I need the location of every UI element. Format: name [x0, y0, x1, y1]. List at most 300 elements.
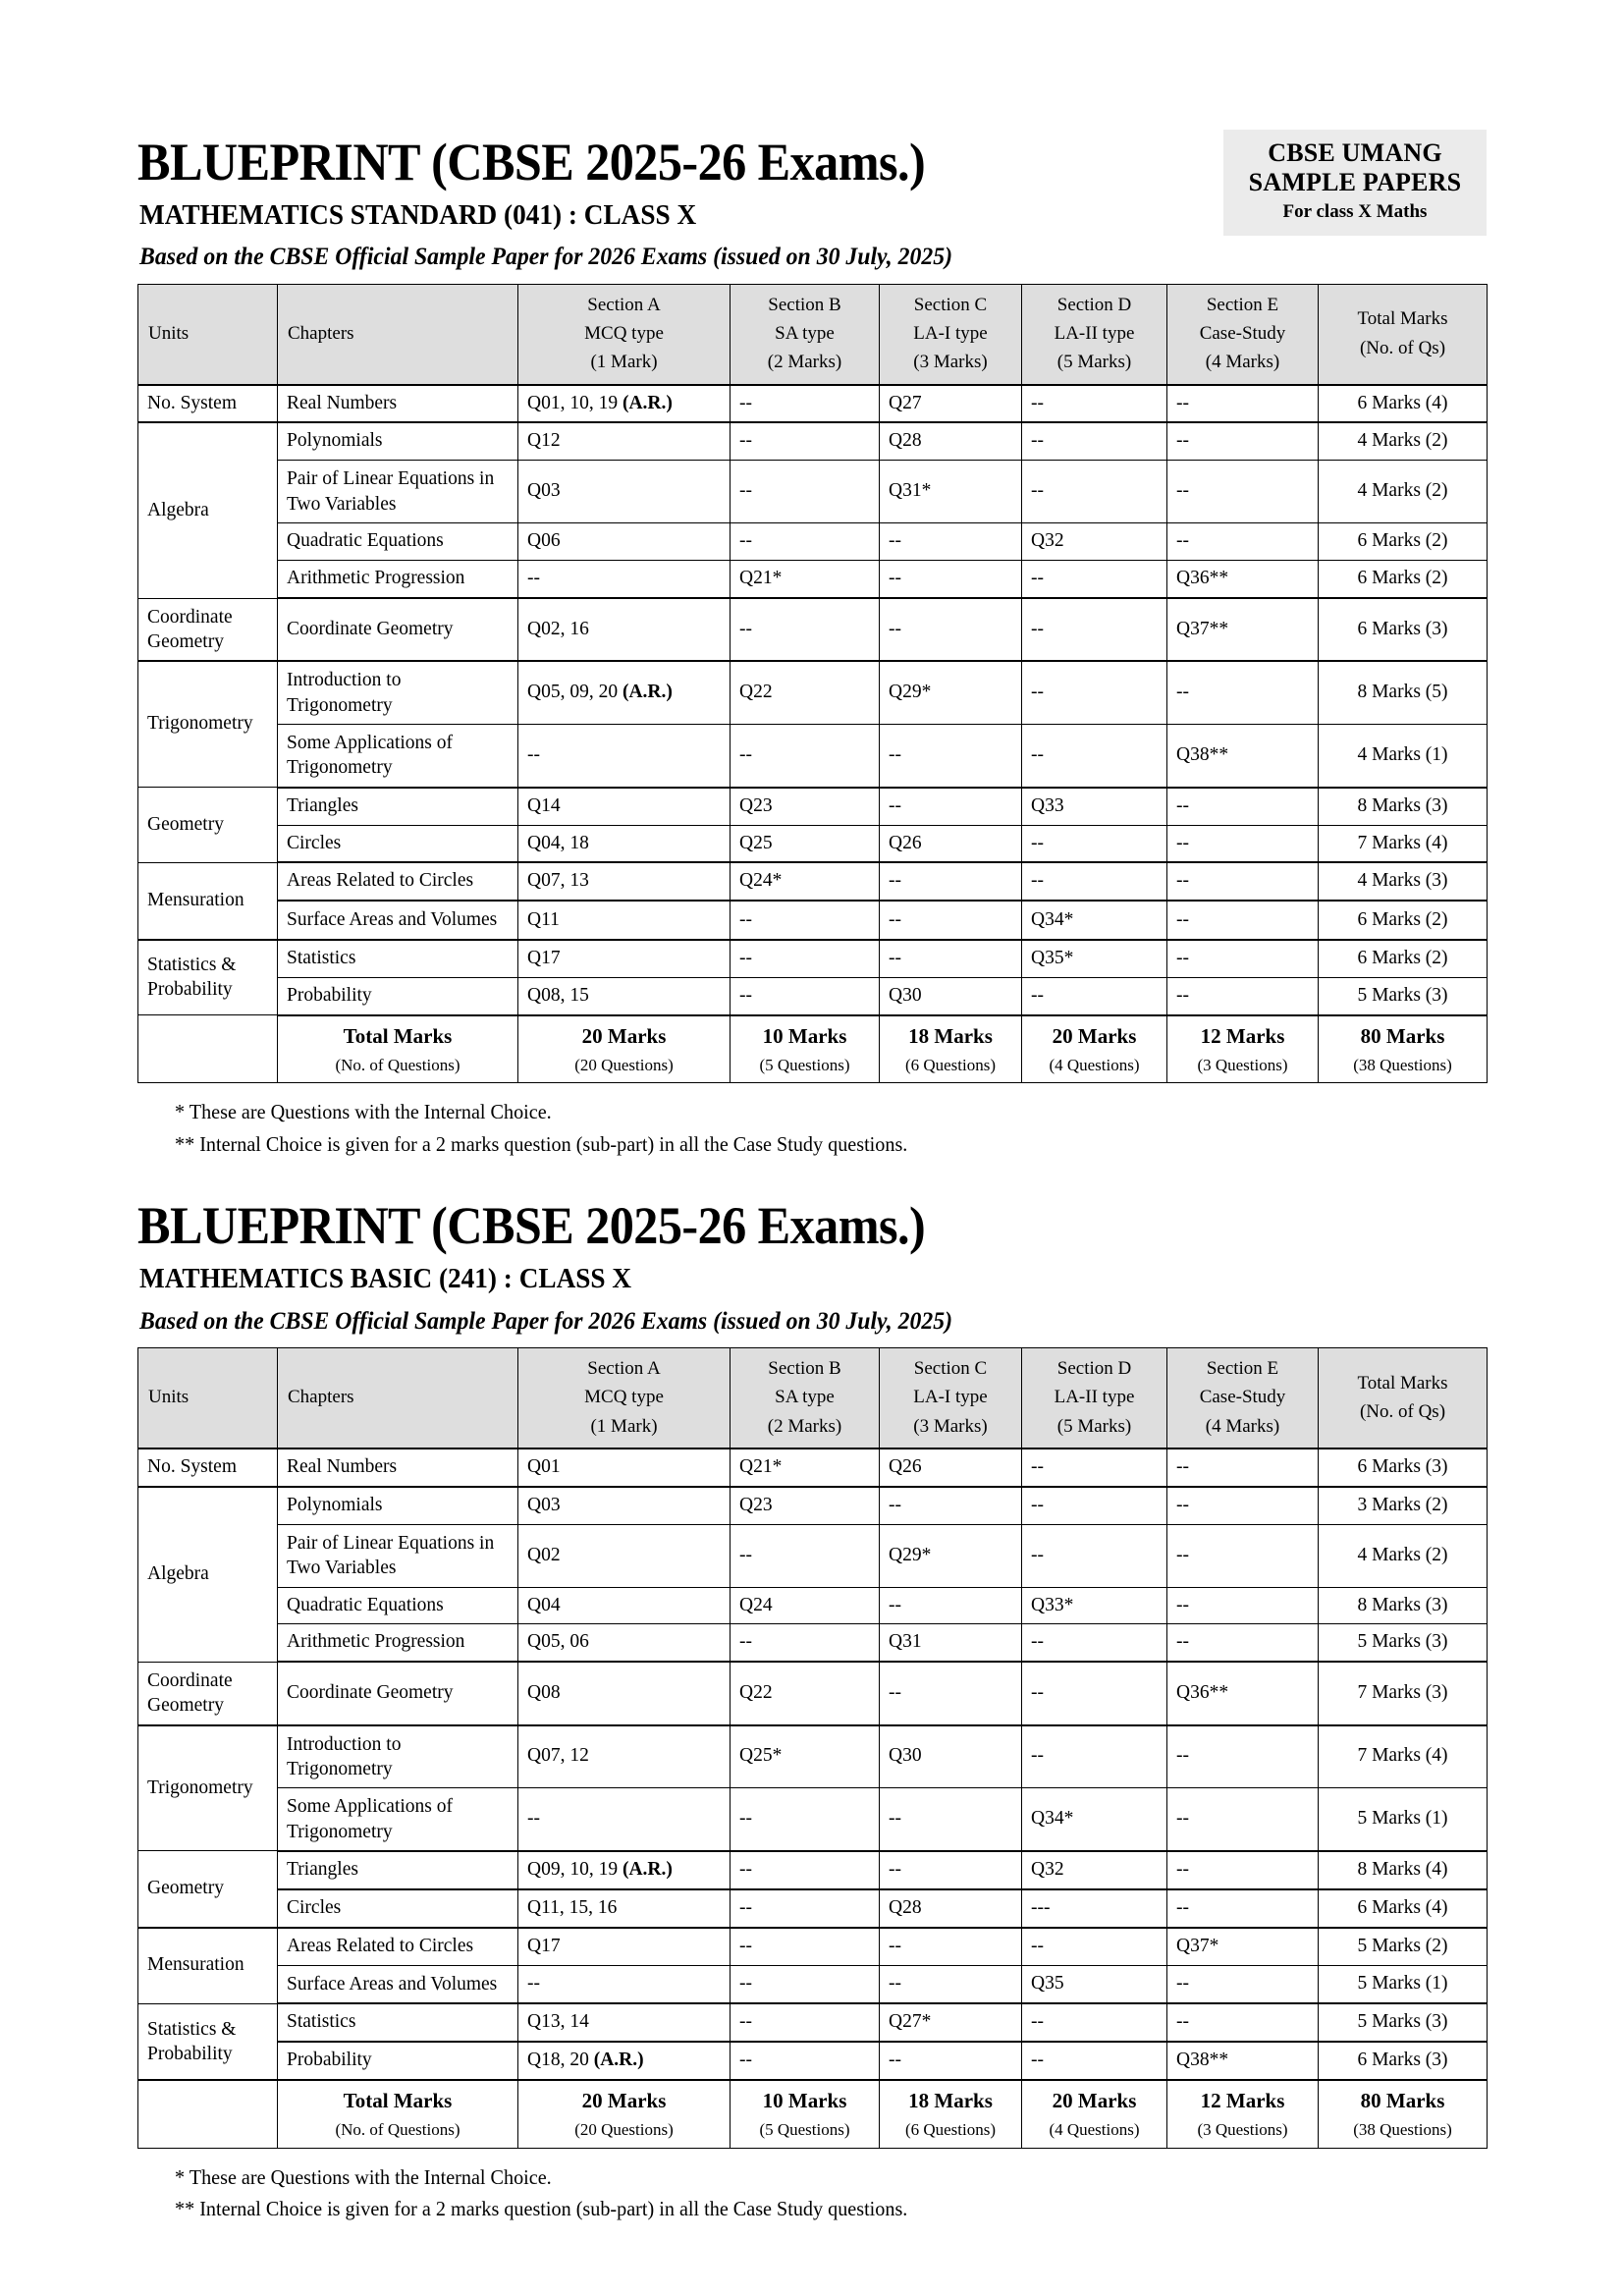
- badge-line-1: CBSE UMANG: [1268, 138, 1442, 167]
- section-c-type-2: LA-I type: [913, 1387, 988, 1408]
- cell-section-b: --: [731, 940, 880, 977]
- cell-total-marks: 7 Marks (3): [1319, 1662, 1488, 1724]
- cell-chapter: Some Applications of Trigonometry: [278, 724, 518, 787]
- cell-section-d: --: [1022, 461, 1167, 523]
- cell-section-a: Q13, 14: [518, 2003, 731, 2042]
- cell-section-e: Q36**: [1167, 1662, 1319, 1724]
- cell-chapter: Triangles: [278, 788, 518, 825]
- cell-chapter: Polynomials: [278, 1487, 518, 1524]
- section-e-type-2: Case-Study: [1199, 1387, 1286, 1408]
- total-section-d: 20 Marks (4 Questions): [1022, 2080, 1167, 2148]
- cell-section-b: Q25: [731, 825, 880, 862]
- total-col-sub-2: (No. of Qs): [1359, 1400, 1446, 1422]
- cell-section-c: --: [880, 1662, 1022, 1724]
- section-b-marks-2: (2 Marks): [767, 1415, 842, 1437]
- table-row: [138, 825, 1488, 862]
- cell-section-c: Q28: [880, 422, 1022, 460]
- cell-section-c: --: [880, 1851, 1022, 1889]
- question-count: (2): [1425, 568, 1448, 589]
- cell-section-e: --: [1167, 385, 1319, 423]
- cell-chapter: Statistics: [278, 940, 518, 977]
- cell-chapter: Surface Areas and Volumes: [278, 901, 518, 939]
- cell-unit: Trigonometry: [138, 1725, 278, 1851]
- cell-section-d: --: [1022, 661, 1167, 724]
- section-a-marks: (1 Mark): [590, 352, 658, 373]
- cell-section-d: --: [1022, 825, 1167, 862]
- cell-total-marks: 5 Marks (1): [1319, 1788, 1488, 1851]
- table-row: [138, 724, 1488, 787]
- col-header-section-d-2: [1022, 1347, 1167, 1448]
- cell-section-d: --: [1022, 1662, 1167, 1724]
- question-count: (3): [1425, 870, 1448, 892]
- cell-unit: Coordinate Geometry: [138, 598, 278, 661]
- cell-total-marks: 5 Marks (2): [1319, 1928, 1488, 1965]
- section-e-type: Case-Study: [1199, 322, 1286, 344]
- cell-section-a: Q02: [518, 1524, 731, 1587]
- table-row: [138, 2042, 1488, 2080]
- total-label-sub: (No. of Questions): [335, 2119, 460, 2139]
- cell-unit: No. System: [138, 1449, 278, 1487]
- assertion-reason-tag: (A.R.): [622, 682, 673, 703]
- cell-unit: Statistics & Probability: [138, 940, 278, 1015]
- table-total-row: [138, 2080, 1488, 2148]
- based-on-note-2: Based on the CBSE Official Sample Paper for 2026 Exams (issued on 30 July, 2025): [139, 1307, 953, 1335]
- blueprint-block-basic: [0, 1160, 1624, 2224]
- cell-section-b: --: [731, 1928, 880, 1965]
- cell-section-b: --: [731, 1889, 880, 1928]
- col-header-section-b-2: [731, 1347, 880, 1448]
- question-count: (2): [1425, 1935, 1448, 1956]
- question-count: (3): [1425, 2050, 1448, 2071]
- footnote-single-star: * These are Questions with the Internal Choice.: [175, 1100, 552, 1124]
- cell-section-d: --: [1022, 977, 1167, 1014]
- cell-total-marks: 5 Marks (1): [1319, 1965, 1488, 2003]
- cell-section-e: --: [1167, 1965, 1319, 2003]
- cell-section-a: Q02, 16: [518, 598, 731, 661]
- cell-section-e: Q37*: [1167, 1928, 1319, 1965]
- cell-section-a: Q09, 10, 19 (A.R.): [518, 1851, 731, 1889]
- total-section-d: 20 Marks (4 Questions): [1022, 1015, 1167, 1083]
- cell-total-marks: 7 Marks (4): [1319, 1725, 1488, 1788]
- cell-chapter: Introduction to Trigonometry: [278, 661, 518, 724]
- cell-section-d: Q34*: [1022, 1788, 1167, 1851]
- cell-section-a: Q04: [518, 1587, 731, 1624]
- section-a-type-2: MCQ type: [584, 1387, 664, 1408]
- cell-chapter: Polynomials: [278, 422, 518, 460]
- total-section-c: 18 Marks (6 Questions): [880, 2080, 1022, 2148]
- cell-section-b: --: [731, 2003, 880, 2042]
- cell-section-e: --: [1167, 901, 1319, 939]
- cell-unit: Mensuration: [138, 1928, 278, 2003]
- cell-section-e: --: [1167, 1725, 1319, 1788]
- question-count: (3): [1425, 2011, 1448, 2033]
- question-count: (3): [1425, 984, 1448, 1006]
- cell-total-marks: 5 Marks (3): [1319, 1624, 1488, 1662]
- cell-section-e: --: [1167, 1524, 1319, 1587]
- table-row: [138, 1524, 1488, 1587]
- cell-chapter: Triangles: [278, 1851, 518, 1889]
- question-count: (3): [1425, 1682, 1448, 1704]
- total-section-b: 10 Marks (5 Questions): [731, 1015, 880, 1083]
- assertion-reason-tag: (A.R.): [622, 1858, 673, 1880]
- cell-section-e: Q38**: [1167, 724, 1319, 787]
- col-header-chapters-2: Chapters: [278, 1347, 518, 1448]
- table-row: [138, 977, 1488, 1014]
- question-count: (2): [1425, 480, 1448, 502]
- cell-section-b: --: [731, 977, 880, 1014]
- badge-line-3: For class X Maths: [1282, 200, 1428, 222]
- table-row: [138, 523, 1488, 561]
- cell-section-b: Q22: [731, 1662, 880, 1724]
- cell-section-c: Q29*: [880, 1524, 1022, 1587]
- question-count: (2): [1425, 1544, 1448, 1565]
- cell-section-e: Q37**: [1167, 598, 1319, 661]
- table-row: [138, 1449, 1488, 1487]
- section-d-type-2: LA-II type: [1054, 1387, 1135, 1408]
- cell-total-marks: 5 Marks (3): [1319, 2003, 1488, 2042]
- cell-section-e: --: [1167, 1624, 1319, 1662]
- cell-section-b: --: [731, 1524, 880, 1587]
- cell-total-marks: 8 Marks (3): [1319, 1587, 1488, 1624]
- cell-section-e: --: [1167, 1449, 1319, 1487]
- cell-section-a: Q05, 09, 20 (A.R.): [518, 661, 731, 724]
- col-header-units-2: Units: [138, 1347, 278, 1448]
- cell-section-b: Q21*: [731, 561, 880, 598]
- cell-section-d: --: [1022, 2042, 1167, 2080]
- question-count: (1): [1425, 1808, 1448, 1830]
- cell-section-e: --: [1167, 1788, 1319, 1851]
- section-b-name-2: Section B: [768, 1357, 841, 1379]
- cell-section-c: Q27: [880, 385, 1022, 423]
- total-grand-sub: (38 Questions): [1353, 1055, 1452, 1074]
- section-d-marks: (5 Marks): [1056, 352, 1132, 373]
- cell-chapter: Pair of Linear Equations in Two Variables: [278, 1524, 518, 1587]
- cell-section-c: Q28: [880, 1889, 1022, 1928]
- total-section-b-sub: (5 Questions): [759, 1055, 850, 1074]
- cell-unit: Trigonometry: [138, 661, 278, 787]
- total-section-a: 20 Marks (20 Questions): [518, 2080, 731, 2148]
- section-b-marks: (2 Marks): [767, 352, 842, 373]
- cell-section-e: --: [1167, 422, 1319, 460]
- cell-chapter: Circles: [278, 1889, 518, 1928]
- cell-total-marks: 8 Marks (5): [1319, 661, 1488, 724]
- cell-section-a: Q11, 15, 16: [518, 1889, 731, 1928]
- question-count: (2): [1425, 908, 1448, 930]
- cell-section-b: --: [731, 422, 880, 460]
- table-row: [138, 1965, 1488, 2003]
- cell-unit: Statistics & Probability: [138, 2003, 278, 2080]
- cell-section-e: --: [1167, 661, 1319, 724]
- cell-section-b: --: [731, 724, 880, 787]
- total-section-b: 10 Marks (5 Questions): [731, 2080, 880, 2148]
- cell-chapter: Quadratic Equations: [278, 523, 518, 561]
- cell-section-a: --: [518, 1788, 731, 1851]
- footnotes-standard: [175, 1096, 1435, 1160]
- cell-section-e: --: [1167, 940, 1319, 977]
- cell-section-b: --: [731, 901, 880, 939]
- cell-unit: Geometry: [138, 1851, 278, 1928]
- question-count: (4): [1425, 1745, 1448, 1767]
- table-row: [138, 1788, 1488, 1851]
- cell-unit: Coordinate Geometry: [138, 1662, 278, 1724]
- question-count: (3): [1425, 794, 1448, 816]
- cell-section-e: --: [1167, 788, 1319, 825]
- table-row: [138, 1851, 1488, 1889]
- cell-chapter: Probability: [278, 2042, 518, 2080]
- col-header-total-2: [1319, 1347, 1488, 1448]
- cell-section-a: Q05, 06: [518, 1624, 731, 1662]
- cell-section-d: Q32: [1022, 1851, 1167, 1889]
- cell-section-c: --: [880, 598, 1022, 661]
- col-header-section-c-2: [880, 1347, 1022, 1448]
- cell-section-d: --: [1022, 422, 1167, 460]
- table-row: [138, 461, 1488, 523]
- col-header-section-e-2: [1167, 1347, 1319, 1448]
- col-header-section-e: [1167, 284, 1319, 384]
- question-count: (2): [1425, 530, 1448, 552]
- cell-section-e: --: [1167, 1487, 1319, 1524]
- assertion-reason-tag: (A.R.): [622, 392, 673, 413]
- section-b-type-2: SA type: [775, 1387, 835, 1408]
- cell-section-b: --: [731, 385, 880, 423]
- table-row: [138, 2003, 1488, 2042]
- table-body-standard: [138, 385, 1488, 1083]
- cell-section-d: Q35: [1022, 1965, 1167, 2003]
- col-header-total: [1319, 284, 1488, 384]
- section-d-name-2: Section D: [1056, 1357, 1132, 1379]
- table-row: [138, 862, 1488, 901]
- question-count: (2): [1425, 947, 1448, 968]
- cell-section-a: Q12: [518, 422, 731, 460]
- total-section-a-sub: (20 Questions): [574, 2119, 674, 2139]
- cell-section-b: --: [731, 1965, 880, 2003]
- table-row: [138, 1624, 1488, 1662]
- cell-section-c: Q27*: [880, 2003, 1022, 2042]
- cell-total-marks: 6 Marks (2): [1319, 901, 1488, 939]
- cell-section-e: --: [1167, 2003, 1319, 2042]
- cell-section-a: --: [518, 561, 731, 598]
- cell-section-b: Q25*: [731, 1725, 880, 1788]
- subject-title: MATHEMATICS STANDARD (041) : CLASS X: [139, 199, 697, 232]
- cell-total-marks: 6 Marks (2): [1319, 523, 1488, 561]
- table-row: [138, 788, 1488, 825]
- cell-section-d: --: [1022, 724, 1167, 787]
- cell-total-marks: 4 Marks (2): [1319, 461, 1488, 523]
- cell-chapter: Quadratic Equations: [278, 1587, 518, 1624]
- cell-chapter: Coordinate Geometry: [278, 598, 518, 661]
- cell-section-b: Q21*: [731, 1449, 880, 1487]
- section-e-marks-2: (4 Marks): [1205, 1415, 1280, 1437]
- footnote-single-star-2: * These are Questions with the Internal Choice.: [175, 2164, 552, 2189]
- col-header-section-c: [880, 284, 1022, 384]
- cell-section-d: Q35*: [1022, 940, 1167, 977]
- cell-total-marks: 4 Marks (2): [1319, 1524, 1488, 1587]
- table-row: [138, 940, 1488, 977]
- badge-line-2: SAMPLE PAPERS: [1248, 168, 1462, 197]
- cell-section-e: Q36**: [1167, 561, 1319, 598]
- cell-section-d: Q33: [1022, 788, 1167, 825]
- cell-section-d: --: [1022, 1449, 1167, 1487]
- cell-section-c: Q31: [880, 1624, 1022, 1662]
- total-section-a-sub: (20 Questions): [574, 1055, 674, 1074]
- cell-section-d: --: [1022, 862, 1167, 901]
- section-d-type: LA-II type: [1054, 322, 1135, 344]
- total-section-b-sub: (5 Questions): [759, 2119, 850, 2139]
- cell-section-a: Q17: [518, 940, 731, 977]
- cell-section-d: ---: [1022, 1889, 1167, 1928]
- cell-section-c: --: [880, 1965, 1022, 2003]
- cell-total-marks: 5 Marks (3): [1319, 977, 1488, 1014]
- total-section-c-sub: (6 Questions): [904, 2119, 997, 2139]
- cell-section-a: Q11: [518, 901, 731, 939]
- table-row: [138, 1725, 1488, 1788]
- subject-title-2: MATHEMATICS BASIC (241) : CLASS X: [139, 1263, 632, 1295]
- cell-unit: Geometry: [138, 788, 278, 863]
- cell-section-a: Q03: [518, 1487, 731, 1524]
- cell-chapter: Probability: [278, 977, 518, 1014]
- section-d-marks-2: (5 Marks): [1056, 1415, 1132, 1437]
- cell-section-e: --: [1167, 1851, 1319, 1889]
- cell-chapter: Arithmetic Progression: [278, 1624, 518, 1662]
- cell-total-marks: 4 Marks (1): [1319, 724, 1488, 787]
- total-section-a: 20 Marks (20 Questions): [518, 1015, 731, 1083]
- footnote-double-star: ** Internal Choice is given for a 2 marks question (sub-part) in all the Case Study questions.: [175, 1131, 908, 1156]
- total-grand: 80 Marks (38 Questions): [1319, 2080, 1488, 2148]
- cell-section-d: Q34*: [1022, 901, 1167, 939]
- cell-section-d: --: [1022, 561, 1167, 598]
- cell-section-c: --: [880, 561, 1022, 598]
- cell-section-e: --: [1167, 523, 1319, 561]
- total-section-e: 12 Marks (3 Questions): [1167, 2080, 1319, 2148]
- section-c-name: Section C: [913, 294, 988, 315]
- cell-section-d: --: [1022, 1487, 1167, 1524]
- cell-section-d: --: [1022, 1928, 1167, 1965]
- cell-section-c: --: [880, 862, 1022, 901]
- question-count: (4): [1425, 392, 1448, 413]
- cell-section-a: Q07, 12: [518, 1725, 731, 1788]
- cell-section-a: --: [518, 1965, 731, 2003]
- cell-section-d: Q32: [1022, 523, 1167, 561]
- cell-total-marks: 8 Marks (4): [1319, 1851, 1488, 1889]
- total-section-c: 18 Marks (6 Questions): [880, 1015, 1022, 1083]
- blueprint-table-basic: [137, 1347, 1488, 2149]
- cell-section-b: Q22: [731, 661, 880, 724]
- cell-section-b: --: [731, 2042, 880, 2080]
- total-col-sub: (No. of Qs): [1359, 337, 1446, 358]
- cell-section-b: Q24: [731, 1587, 880, 1624]
- cell-section-e: --: [1167, 825, 1319, 862]
- cell-section-c: --: [880, 1928, 1022, 1965]
- total-grand: 80 Marks (38 Questions): [1319, 1015, 1488, 1083]
- cell-section-a: Q01, 10, 19 (A.R.): [518, 385, 731, 423]
- cell-chapter: Real Numbers: [278, 1449, 518, 1487]
- cell-total-marks: 6 Marks (3): [1319, 1449, 1488, 1487]
- cell-section-b: Q23: [731, 788, 880, 825]
- cell-section-b: Q24*: [731, 862, 880, 901]
- total-section-e-sub: (3 Questions): [1197, 2119, 1288, 2139]
- total-section-d-sub: (4 Questions): [1049, 2119, 1140, 2139]
- cell-section-d: --: [1022, 385, 1167, 423]
- question-count: (4): [1425, 1896, 1448, 1918]
- table-row: [138, 422, 1488, 460]
- cell-section-e: --: [1167, 461, 1319, 523]
- table-row: [138, 385, 1488, 423]
- cell-chapter: Statistics: [278, 2003, 518, 2042]
- cell-section-d: --: [1022, 1624, 1167, 1662]
- section-c-marks: (3 Marks): [913, 352, 988, 373]
- cell-total-marks: 6 Marks (4): [1319, 385, 1488, 423]
- table-header-row-2: [138, 1347, 1488, 1448]
- cell-total-marks: 6 Marks (3): [1319, 598, 1488, 661]
- cell-section-a: Q01: [518, 1449, 731, 1487]
- question-count: (1): [1425, 1973, 1448, 1995]
- cell-section-a: Q18, 20 (A.R.): [518, 2042, 731, 2080]
- cell-chapter: Some Applications of Trigonometry: [278, 1788, 518, 1851]
- cell-total-marks: 7 Marks (4): [1319, 825, 1488, 862]
- cell-section-d: --: [1022, 598, 1167, 661]
- table-row: [138, 1928, 1488, 1965]
- question-count: (3): [1425, 1594, 1448, 1615]
- cell-chapter: Pair of Linear Equations in Two Variables: [278, 461, 518, 523]
- cell-section-c: Q29*: [880, 661, 1022, 724]
- cell-total-marks: 4 Marks (2): [1319, 422, 1488, 460]
- cell-section-a: Q04, 18: [518, 825, 731, 862]
- cell-section-a: Q17: [518, 1928, 731, 1965]
- cell-section-c: --: [880, 1788, 1022, 1851]
- table-header-row: [138, 284, 1488, 384]
- table-row: [138, 561, 1488, 598]
- footnotes-basic: [175, 2161, 1435, 2225]
- cell-total-marks: 8 Marks (3): [1319, 788, 1488, 825]
- col-header-section-b: [731, 284, 880, 384]
- title-group-basic: [137, 1196, 1487, 1337]
- cell-unit: Algebra: [138, 422, 278, 598]
- cell-section-b: --: [731, 461, 880, 523]
- section-c-marks-2: (3 Marks): [913, 1415, 988, 1437]
- cell-section-b: --: [731, 1624, 880, 1662]
- col-header-chapters: Chapters: [278, 284, 518, 384]
- table-body-basic: [138, 1449, 1488, 2148]
- cell-section-b: Q23: [731, 1487, 880, 1524]
- cell-section-d: --: [1022, 1524, 1167, 1587]
- section-e-name: Section E: [1206, 294, 1279, 315]
- cell-section-b: --: [731, 1851, 880, 1889]
- cell-section-e: --: [1167, 1889, 1319, 1928]
- page-title-2: BLUEPRINT (CBSE 2025-26 Exams.): [137, 1196, 926, 1256]
- col-header-section-a-2: [518, 1347, 731, 1448]
- cell-section-c: Q30: [880, 1725, 1022, 1788]
- question-count: (2): [1425, 430, 1448, 452]
- cell-total-marks: 3 Marks (2): [1319, 1487, 1488, 1524]
- cell-total-blank: [138, 2080, 278, 2148]
- section-e-name-2: Section E: [1206, 1357, 1279, 1379]
- table-row: [138, 1487, 1488, 1524]
- question-count: (3): [1425, 1455, 1448, 1477]
- section-a-name: Section A: [587, 294, 661, 315]
- cell-section-e: --: [1167, 1587, 1319, 1624]
- total-label: Total Marks (No. of Questions): [278, 2080, 518, 2148]
- cell-total-marks: 4 Marks (3): [1319, 862, 1488, 901]
- total-section-d-sub: (4 Questions): [1049, 1055, 1140, 1074]
- cell-section-c: Q26: [880, 825, 1022, 862]
- cell-section-c: --: [880, 2042, 1022, 2080]
- total-col-name-2: Total Marks: [1357, 1372, 1448, 1394]
- section-b-type: SA type: [775, 322, 835, 344]
- footnote-double-star-2: ** Internal Choice is given for a 2 marks question (sub-part) in all the Case Study questions.: [175, 2197, 908, 2221]
- total-label-sub: (No. of Questions): [335, 1055, 460, 1074]
- total-col-name: Total Marks: [1357, 308, 1448, 330]
- question-count: (3): [1425, 618, 1448, 639]
